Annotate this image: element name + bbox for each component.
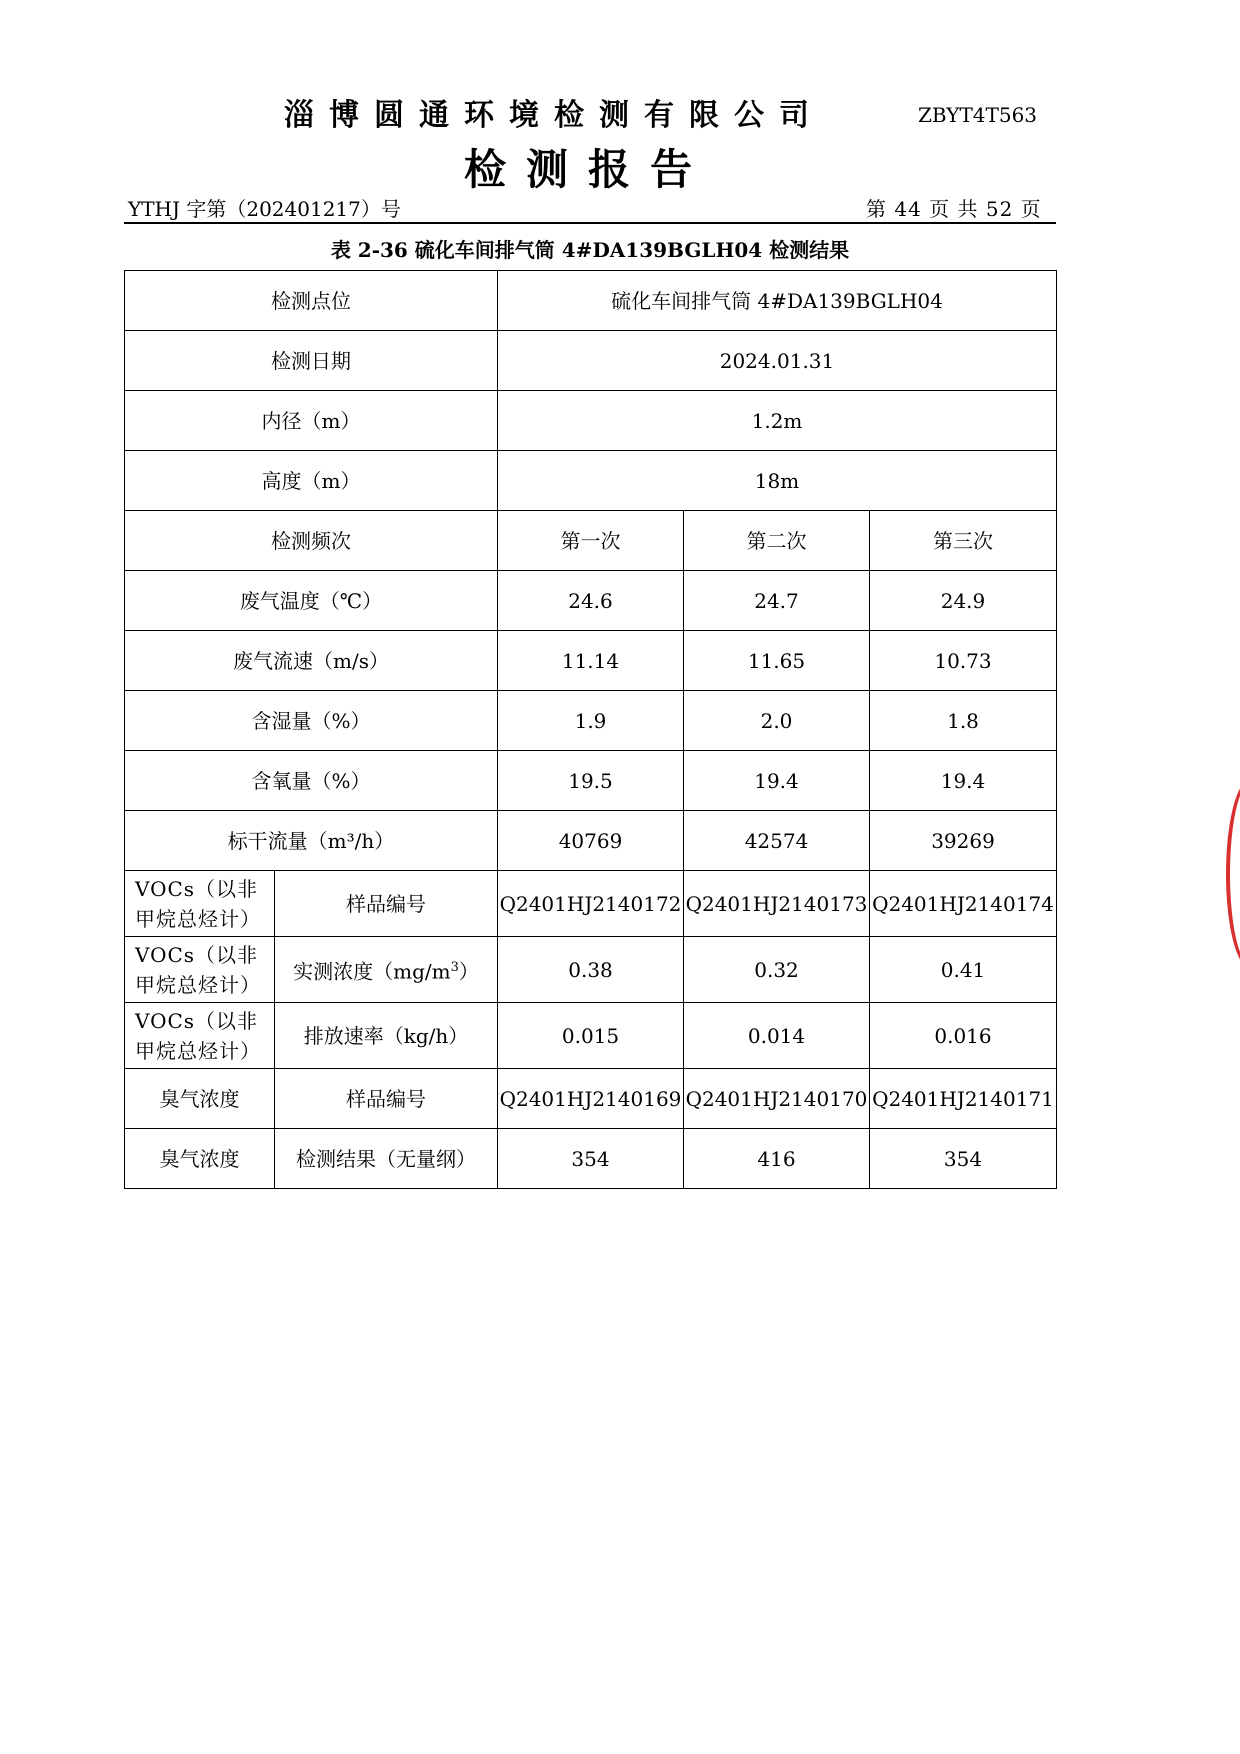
odor-group-label: 臭气浓度	[125, 1129, 275, 1189]
site-label: 检测点位	[125, 271, 498, 331]
table-row	[125, 571, 1057, 631]
flow-value: 39269	[870, 811, 1057, 871]
odor-result-label: 检测结果（无量纲）	[275, 1129, 498, 1189]
company-name: 淄博圆通环境检测有限公司	[284, 98, 824, 133]
voc-group-label: VOCs（以非甲烷总烃计）	[125, 871, 275, 937]
table-row	[125, 871, 1057, 937]
flow-label: 标干流量（m³/h）	[125, 811, 498, 871]
diameter-value: 1.2m	[498, 391, 1057, 451]
voc-conc-value: 0.32	[684, 937, 870, 1003]
table-row	[125, 937, 1057, 1003]
velocity-label: 废气流速（m/s）	[125, 631, 498, 691]
voc-conc-label-sup: 3	[450, 959, 459, 975]
table-row	[125, 1129, 1057, 1189]
table-row	[125, 631, 1057, 691]
voc-sample-id: Q2401HJ2140173	[684, 871, 870, 937]
voc-conc-label	[275, 937, 498, 1003]
report-number: YTHJ 字第（202401217）号	[128, 197, 401, 221]
diameter-label: 内径（m）	[125, 391, 498, 451]
report-title: 检测报告	[464, 145, 713, 194]
moisture-value: 2.0	[684, 691, 870, 751]
voc-rate-value: 0.014	[684, 1003, 870, 1069]
odor-sample-id: Q2401HJ2140169	[498, 1069, 684, 1129]
voc-conc-label-text: 实测浓度（mg/m	[293, 959, 451, 984]
velocity-value: 11.65	[684, 631, 870, 691]
voc-conc-value: 0.41	[870, 937, 1057, 1003]
flow-value: 40769	[498, 811, 684, 871]
freq-label: 检测频次	[125, 511, 498, 571]
table-row	[125, 391, 1057, 451]
odor-sample-id: Q2401HJ2140171	[870, 1069, 1057, 1129]
temp-value: 24.7	[684, 571, 870, 631]
moisture-value: 1.8	[870, 691, 1057, 751]
date-label: 检测日期	[125, 331, 498, 391]
odor-result-value: 416	[684, 1129, 870, 1189]
page-info: 第 44 页 共 52 页	[866, 197, 1042, 221]
voc-rate-value: 0.015	[498, 1003, 684, 1069]
table-row	[125, 331, 1057, 391]
red-seal-edge	[1226, 780, 1240, 960]
height-value: 18m	[498, 451, 1057, 511]
oxygen-label: 含氧量（%）	[125, 751, 498, 811]
moisture-label: 含湿量（%）	[125, 691, 498, 751]
voc-rate-value: 0.016	[870, 1003, 1057, 1069]
freq-2: 第二次	[684, 511, 870, 571]
velocity-value: 11.14	[498, 631, 684, 691]
odor-sample-label: 样品编号	[275, 1069, 498, 1129]
moisture-value: 1.9	[498, 691, 684, 751]
voc-group-label: VOCs（以非甲烷总烃计）	[125, 937, 275, 1003]
date-value: 2024.01.31	[498, 331, 1057, 391]
voc-sample-label: 样品编号	[275, 871, 498, 937]
flow-value: 42574	[684, 811, 870, 871]
height-label: 高度（m）	[125, 451, 498, 511]
odor-result-value: 354	[870, 1129, 1057, 1189]
oxygen-value: 19.4	[684, 751, 870, 811]
table-row	[125, 451, 1057, 511]
results-table	[124, 270, 1057, 1189]
odor-sample-id: Q2401HJ2140170	[684, 1069, 870, 1129]
table-title: 表 2-36 硫化车间排气筒 4#DA139BGLH04 检测结果	[330, 238, 850, 262]
voc-sample-id: Q2401HJ2140174	[870, 871, 1057, 937]
freq-3: 第三次	[870, 511, 1057, 571]
temp-label: 废气温度（℃）	[125, 571, 498, 631]
velocity-value: 10.73	[870, 631, 1057, 691]
freq-1: 第一次	[498, 511, 684, 571]
oxygen-value: 19.5	[498, 751, 684, 811]
odor-result-value: 354	[498, 1129, 684, 1189]
header-rule	[124, 222, 1056, 224]
voc-sample-id: Q2401HJ2140172	[498, 871, 684, 937]
table-row	[125, 691, 1057, 751]
table-row	[125, 1003, 1057, 1069]
temp-value: 24.9	[870, 571, 1057, 631]
document-code: ZBYT4T563	[918, 103, 1038, 127]
voc-group-label: VOCs（以非甲烷总烃计）	[125, 1003, 275, 1069]
oxygen-value: 19.4	[870, 751, 1057, 811]
site-value: 硫化车间排气筒 4#DA139BGLH04	[498, 271, 1057, 331]
temp-value: 24.6	[498, 571, 684, 631]
table-row	[125, 511, 1057, 571]
table-row	[125, 811, 1057, 871]
table-row	[125, 1069, 1057, 1129]
table-row	[125, 271, 1057, 331]
table-row	[125, 751, 1057, 811]
odor-group-label: 臭气浓度	[125, 1069, 275, 1129]
voc-conc-label-end: ）	[458, 959, 479, 984]
voc-rate-label: 排放速率（kg/h）	[275, 1003, 498, 1069]
voc-conc-value: 0.38	[498, 937, 684, 1003]
